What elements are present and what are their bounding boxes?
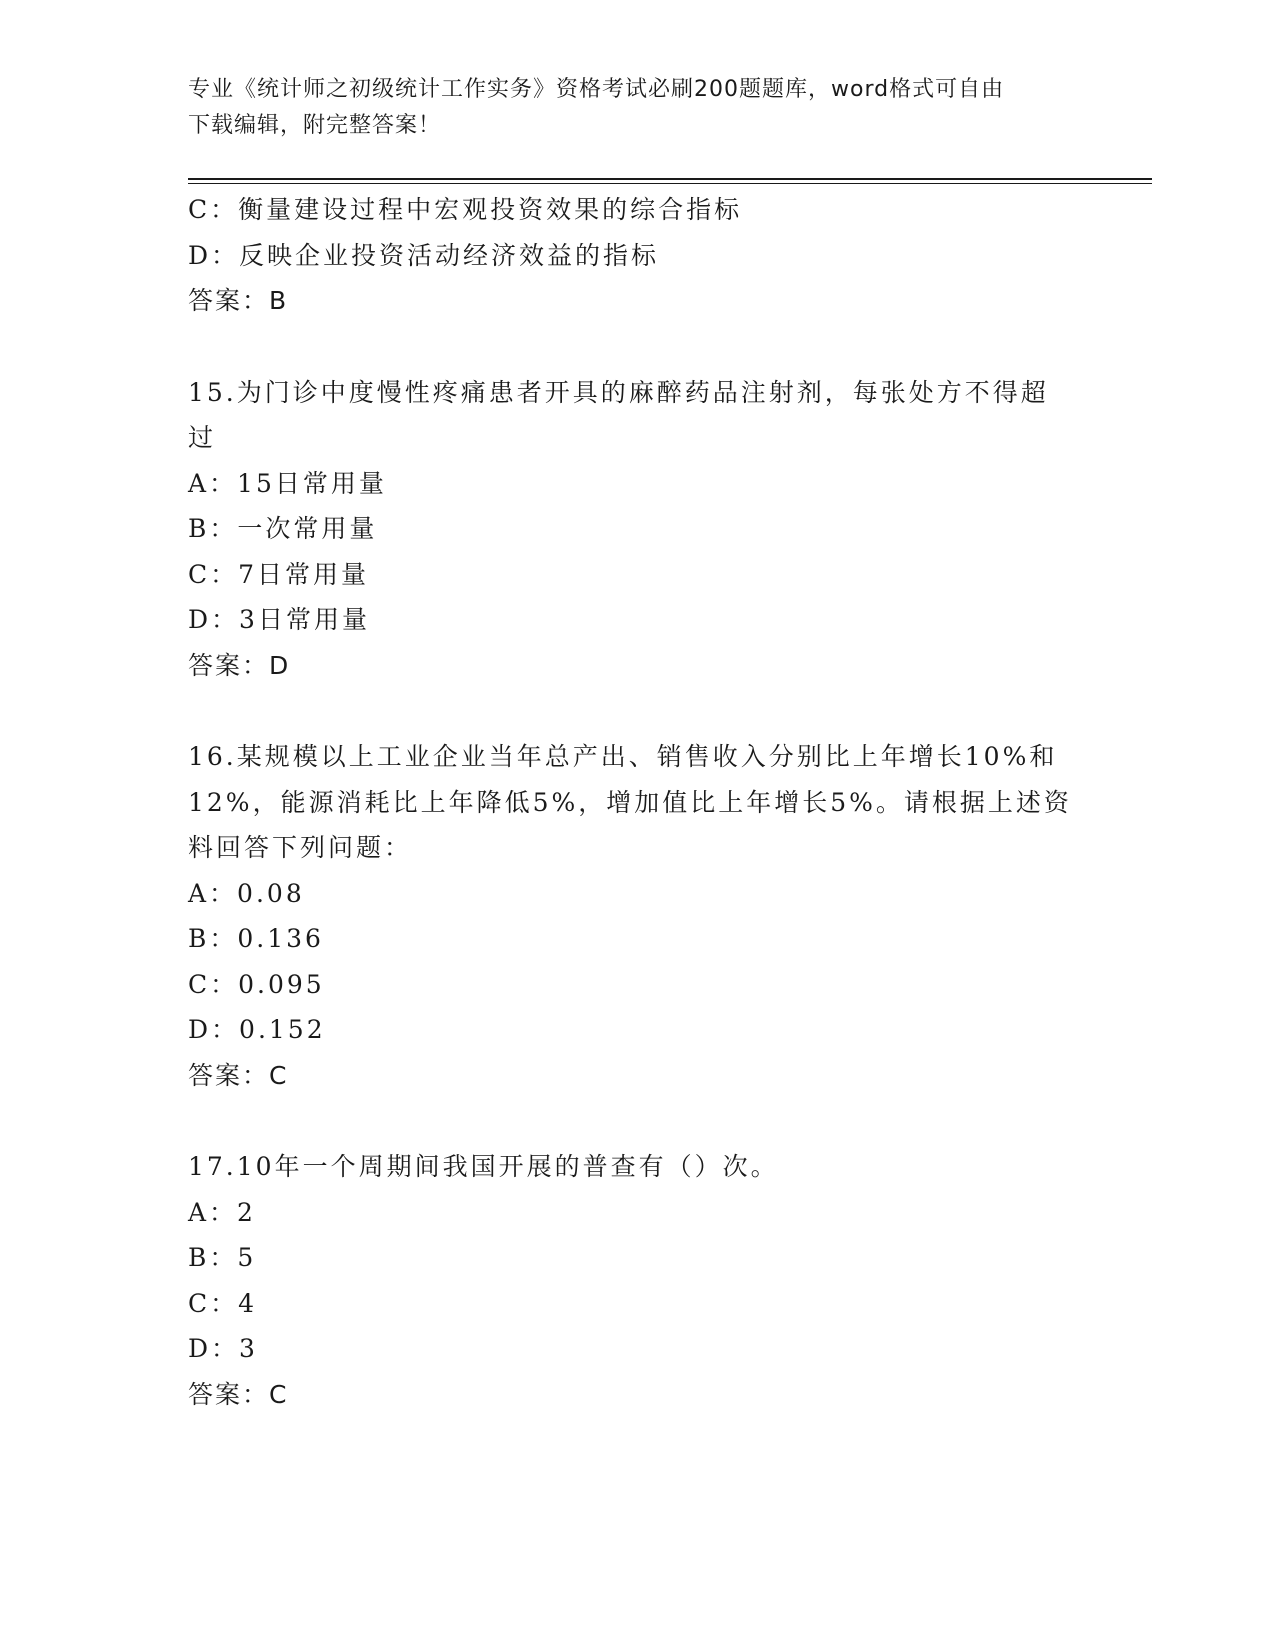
option-c: C：0.095 — [188, 969, 325, 999]
question-stem-line: 料回答下列问题： — [188, 833, 413, 862]
answer-line: 答案：C — [188, 1379, 289, 1409]
question-spacer — [188, 324, 1088, 370]
question-16 — [188, 734, 1088, 1098]
question-17 — [188, 1144, 1088, 1417]
option-b: B：5 — [188, 1243, 257, 1272]
option-c: C：7日常用量 — [188, 559, 370, 589]
header-divider-thin — [188, 183, 1152, 184]
question-stem-line: 15.为门诊中度慢性疼痛患者开具的麻醉药品注射剂，每张处方不得超 — [188, 377, 1049, 407]
option-a: A：2 — [188, 1197, 256, 1227]
question-list — [188, 187, 1088, 1417]
option-a: A：0.08 — [188, 878, 305, 908]
option-d: D：3 — [188, 1334, 258, 1363]
answer-line: 答案：B — [188, 286, 289, 315]
question-14-tail — [188, 187, 1088, 324]
option-c: C：4 — [188, 1288, 258, 1318]
header-line-2: 下载编辑，附完整答案！ — [188, 113, 442, 138]
answer-line: 答案：D — [188, 650, 291, 680]
option-a: A：15日常用量 — [188, 468, 387, 498]
option-c: C：衡量建设过程中宏观投资效果的综合指标 — [188, 195, 743, 224]
header-line-1: 专业《统计师之初级统计工作实务》资格考试必刷200题题库，word格式可自由 — [188, 77, 1005, 102]
question-stem-line: 12%，能源消耗比上年降低5%，增加值比上年增长5%。请根据上述资 — [188, 787, 1072, 817]
option-d: D：反映企业投资活动经济效益的指标 — [188, 240, 660, 270]
option-d: D：3日常用量 — [188, 605, 370, 634]
option-d: D：0.152 — [188, 1015, 326, 1044]
question-spacer — [188, 1098, 1088, 1144]
option-b: B：一次常用量 — [188, 514, 378, 543]
question-stem-line: 过 — [188, 423, 217, 452]
option-b: B：0.136 — [188, 924, 324, 953]
header-divider-thick — [188, 178, 1152, 180]
question-stem-line: 17.10年一个周期间我国开展的普查有（）次。 — [188, 1152, 779, 1181]
question-spacer — [188, 688, 1088, 734]
page-header — [188, 72, 1088, 144]
question-stem-line: 16.某规模以上工业企业当年总产出、销售收入分别比上年增长10%和 — [188, 742, 1058, 771]
answer-line: 答案：C — [188, 1060, 289, 1090]
question-15 — [188, 370, 1088, 689]
